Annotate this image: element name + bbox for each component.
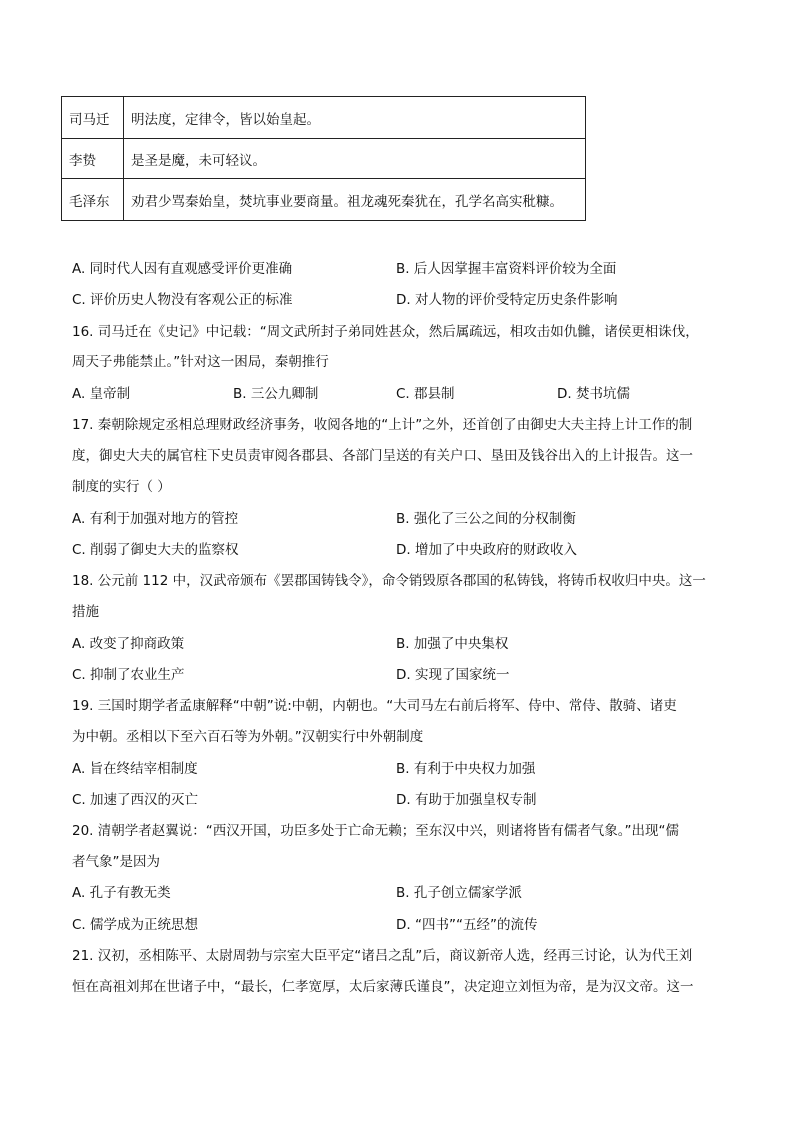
q17-option-a: A. 有利于加强对地方的管控 (72, 511, 239, 527)
q20-stem: 者气象”是因为 (72, 854, 160, 870)
table-row (62, 179, 586, 221)
q17-option-c: C. 削弱了御史大夫的监察权 (72, 542, 239, 558)
person-name: 司马迁 (62, 97, 124, 139)
q21-stem: 21. 汉初，丞相陈平、太尉周勃与宗室大臣平定“诸吕之乱”后，商议新帝人选，经再三讨论，认为代王刘 (72, 948, 693, 964)
q15-option-c: C. 评价历史人物没有客观公正的标准 (72, 292, 293, 308)
q16-option-a: A. 皇帝制 (72, 386, 131, 402)
q21-stem: 恒在高祖刘邦在世诸子中，“最长，仁孝宽厚，太后家薄氏谨良”，决定迎立刘恒为帝，是为汉文帝。这一 (72, 979, 694, 995)
q17-option-b: B. 强化了三公之间的分权制衡 (396, 511, 576, 527)
person-name: 李贽 (62, 139, 124, 179)
q20-option-d: D. “四书”“五经”的流传 (396, 917, 538, 933)
person-quote: 明法度，定律令，皆以始皇起。 (124, 97, 586, 139)
q16-stem: 16. 司马迁在《史记》中记载：“周文武所封子弟同姓甚众，然后属疏远，相攻击如仇雠，诸侯更相诛伐， (72, 324, 699, 340)
q18-stem: 18. 公元前 112 中，汉武帝颁布《罢郡国铸钱令》，命令销毁原各郡国的私铸钱，将铸币权收归中央。这一 (72, 573, 706, 589)
q19-stem: 为中朝。丞相以下至六百石等为外朝。”汉朝实行中外朝制度 (72, 729, 424, 745)
q20-option-a: A. 孔子有教无类 (72, 885, 171, 901)
q19-option-c: C. 加速了西汉的灭亡 (72, 792, 199, 808)
q20-option-b: B. 孔子创立儒家学派 (396, 885, 522, 901)
q16-option-b: B. 三公九卿制 (233, 386, 319, 402)
q17-option-d: D. 增加了中央政府的财政收入 (396, 542, 577, 558)
q17-stem: 17. 秦朝除规定丞相总理财政经济事务，收阅各地的“上计”之外，还首创了由御史大夫主持上计工作的制 (72, 417, 693, 433)
q20-stem: 20. 清朝学者赵翼说：“西汉开国，功臣多处于亡命无赖；至东汉中兴，则诸将皆有儒者气象。”出现“儒 (72, 823, 679, 839)
q18-option-b: B. 加强了中央集权 (396, 636, 509, 652)
q19-option-b: B. 有利于中央权力加强 (396, 761, 536, 777)
table-row (62, 139, 586, 179)
table-row (62, 97, 586, 139)
q20-option-c: C. 儒学成为正统思想 (72, 917, 199, 933)
q15-option-a: A. 同时代人因有直观感受评价更准确 (72, 261, 293, 277)
q16-option-d: D. 焚书坑儒 (557, 386, 630, 402)
quote-table (61, 96, 586, 221)
q18-option-d: D. 实现了国家统一 (396, 667, 510, 683)
q15-option-b: B. 后人因掌握丰富资料评价较为全面 (396, 261, 617, 277)
q19-option-d: D. 有助于加强皇权专制 (396, 792, 537, 808)
q18-option-a: A. 改变了抑商政策 (72, 636, 185, 652)
q19-option-a: A. 旨在终结宰相制度 (72, 761, 198, 777)
q16-stem: 周天子弗能禁止。”针对这一困局，秦朝推行 (72, 354, 329, 370)
q15-option-d: D. 对人物的评价受特定历史条件影响 (396, 292, 618, 308)
q19-stem: 19. 三国时期学者孟康解释“中朝”说:中朝，内朝也。“大司马左右前后将军、侍中、常侍、散骑、诸吏 (72, 698, 677, 714)
q16-option-c: C. 郡县制 (396, 386, 455, 402)
q18-option-c: C. 抑制了农业生产 (72, 667, 185, 683)
person-quote: 是圣是魔，未可轻议。 (124, 139, 586, 179)
q17-stem: 度，御史大夫的属官柱下史员责审阅各郡县、各部门呈送的有关户口、垦田及钱谷出入的上计报告。这一 (72, 448, 693, 464)
person-quote: 劝君少骂秦始皇，焚坑事业要商量。祖龙魂死秦犹在，孔学名高实秕糠。 (124, 179, 586, 221)
q17-stem: 制度的实行（ ） (72, 479, 171, 495)
q18-stem: 措施 (72, 604, 99, 620)
person-name: 毛泽东 (62, 179, 124, 221)
